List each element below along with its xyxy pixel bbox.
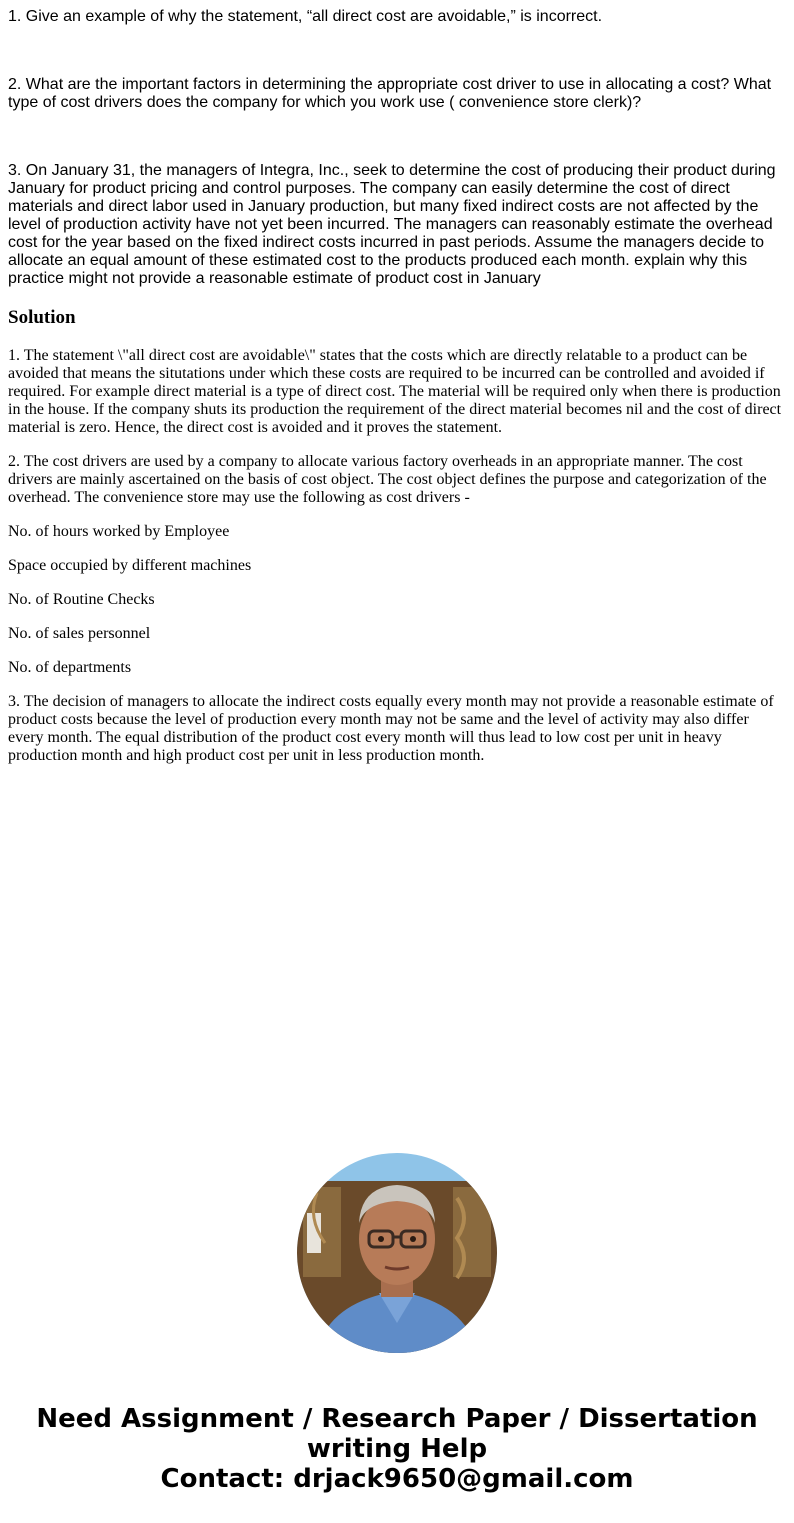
cost-driver-item: No. of hours worked by Employee (8, 523, 230, 540)
cost-driver-item: No. of Routine Checks (8, 591, 155, 608)
question-1: 1. Give an example of why the statement, “all direct cost are avoidable,” is incorrect. (8, 8, 603, 25)
promo-line-1: Need Assignment / Research Paper / Dissertation (36, 1404, 758, 1434)
answer-2: 2. The cost drivers are used by a company to allocate various factory overheads in an appropriate manner. The cost drivers are mainly ascertained on the basis of cost object. The cost object defines the purpose and categorization of the overhead. The convenience store may use the following as cost drivers - (8, 453, 767, 506)
promo-line-2: writing Help (306, 1434, 488, 1464)
answer-1: 1. The statement \"all direct cost are avoidable\" states that the costs which are directly relatable to a product can be avoided that means the situtations under which these costs are required to be incurred can be controlled and avoided if required. For example direct material is a type of direct cost. The material will be required only when there is production in the house. If the company shuts its production the requirement of the direct material becomes nil and the cost of direct material is zero. Hence, the direct cost is avoided and it proves the statement. (8, 347, 782, 436)
cost-driver-item: Space occupied by different machines (8, 557, 252, 574)
promo-contact: Contact: drjack9650@gmail.com (160, 1464, 634, 1494)
solution-heading: Solution (8, 307, 76, 328)
cost-driver-item: No. of sales personnel (8, 625, 151, 642)
cost-driver-item: No. of departments (8, 659, 132, 676)
question-2: 2. What are the important factors in determining the appropriate cost driver to use in allocating a cost? What type of cost drivers does the company for which you work use ( convenience store clerk)? (8, 76, 772, 111)
question-3: 3. On January 31, the managers of Integra, Inc., seek to determine the cost of producing their product during January for product pricing and control purposes. The company can easily determine the cost of direct materials and direct labor used in January production, but many fixed indirect costs are not affected by the level of production activity have not yet been incurred. The managers can reasonably estimate the overhead cost for the year based on the fixed indirect costs incurred in past periods. Assume the managers decide to allocate an equal amount of these estimated cost to the products produced each month. explain why this practice might not provide a reasonable estimate of product cost in January (8, 162, 776, 287)
promo-banner (0, 1404, 794, 1494)
author-avatar (297, 1153, 497, 1353)
author-portrait-image (297, 1153, 497, 1353)
answer-3: 3. The decision of managers to allocate the indirect costs equally every month may not provide a reasonable estimate of product costs because the level of production every month may not be same and the level of activity may also differ every month. The equal distribution of the product cost every month will thus lead to low cost per unit in heavy production month and high product cost per unit in less production month. (8, 693, 774, 764)
